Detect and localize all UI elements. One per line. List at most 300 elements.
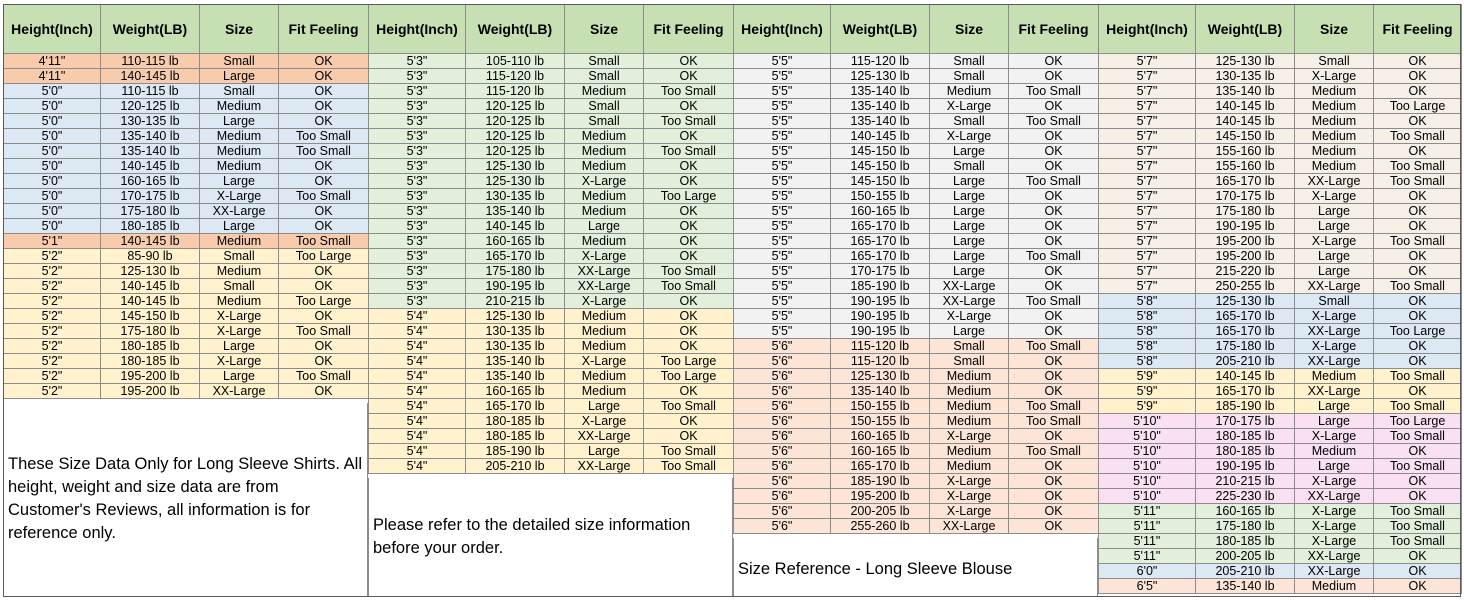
weight-cell: 115-120 lb [466,84,565,99]
weight-cell: 145-150 lb [101,309,200,324]
weight-cell: 130-135 lb [466,324,565,339]
fit-feeling-cell: OK [1374,384,1462,399]
height-cell: 5'10" [1099,474,1196,489]
table-row [369,84,734,99]
fit-feeling-cell: OK [1374,489,1462,504]
table-row [734,114,1099,129]
height-cell: 5'10" [1099,489,1196,504]
size-cell: Medium [1295,369,1374,384]
height-cell: 5'11" [1099,504,1196,519]
fit-feeling-cell: Too Small [644,279,734,294]
table-row [734,219,1099,234]
table-row [4,249,369,264]
size-cell: Medium [1295,579,1374,594]
fit-feeling-cell: OK [1009,54,1099,69]
weight-cell: 180-185 lb [1196,444,1295,459]
fit-feeling-cell: OK [279,69,369,84]
height-cell: 5'0" [4,129,101,144]
size-cell: X-Large [565,354,644,369]
height-cell: 5'3" [369,189,466,204]
table-row [1099,384,1462,399]
size-cell: Medium [930,84,1009,99]
fit-feeling-cell: OK [1009,234,1099,249]
height-cell: 5'5" [734,324,831,339]
fit-feeling-cell: Too Small [1009,339,1099,354]
height-cell: 5'7" [1099,114,1196,129]
table-row [1099,579,1462,594]
height-cell: 5'6" [734,504,831,519]
size-cell: XX-Large [930,519,1009,534]
size-cell: Large [1295,219,1374,234]
table-row [1099,54,1462,69]
fit-feeling-cell: Too Small [1374,504,1462,519]
size-cell: Medium [200,144,279,159]
weight-cell: 125-130 lb [466,159,565,174]
size-cell: XX-Large [1295,324,1374,339]
table-row [734,444,1099,459]
fit-feeling-cell: OK [1009,129,1099,144]
height-cell: 5'5" [734,114,831,129]
weight-cell: 115-120 lb [466,69,565,84]
size-cell: Small [930,339,1009,354]
weight-cell: 145-150 lb [831,174,930,189]
fit-feeling-cell: Too Large [644,369,734,384]
height-cell: 5'3" [369,294,466,309]
weight-cell: 165-170 lb [831,234,930,249]
size-cell: X-Large [930,474,1009,489]
weight-cell: 180-185 lb [1196,429,1295,444]
size-cell: Large [930,249,1009,264]
height-cell: 5'5" [734,99,831,114]
table-row [369,189,734,204]
size-cell: XX-Large [930,279,1009,294]
table-row [734,414,1099,429]
weight-cell: 135-140 lb [831,84,930,99]
weight-cell: 165-170 lb [466,399,565,414]
height-cell: 5'7" [1099,159,1196,174]
size-cell: X-Large [1295,339,1374,354]
weight-cell: 165-170 lb [466,249,565,264]
weight-cell: 135-140 lb [101,144,200,159]
header-row [369,5,734,54]
table-row [1099,204,1462,219]
fit-feeling-cell: OK [279,99,369,114]
size-cell: X-Large [1295,534,1374,549]
size-cell: X-Large [1295,429,1374,444]
height-cell: 5'4" [369,384,466,399]
size-cell: Medium [1295,114,1374,129]
table-row [369,174,734,189]
header-weight: Weight(LB) [1196,5,1295,54]
weight-cell: 125-130 lb [1196,54,1295,69]
fit-feeling-cell: OK [279,309,369,324]
size-table [733,4,1099,534]
weight-cell: 130-135 lb [466,189,565,204]
height-cell: 6'0" [1099,564,1196,579]
fit-feeling-cell: OK [1374,114,1462,129]
size-cell: Medium [565,144,644,159]
table-row [734,249,1099,264]
size-cell: XX-Large [565,264,644,279]
fit-feeling-cell: Too Small [1374,129,1462,144]
fit-feeling-cell: Too Small [1009,114,1099,129]
height-cell: 5'5" [734,84,831,99]
height-cell: 5'4" [369,414,466,429]
fit-feeling-cell: OK [1374,474,1462,489]
fit-feeling-cell: OK [279,279,369,294]
weight-cell: 135-140 lb [1196,579,1295,594]
weight-cell: 125-130 lb [831,69,930,84]
size-cell: Medium [565,339,644,354]
weight-cell: 135-140 lb [101,129,200,144]
weight-cell: 215-220 lb [1196,264,1295,279]
size-cell: X-Large [930,504,1009,519]
height-cell: 5'4" [369,399,466,414]
fit-feeling-cell: OK [1009,384,1099,399]
height-cell: 5'8" [1099,354,1196,369]
height-cell: 5'5" [734,264,831,279]
fit-feeling-cell: OK [1009,459,1099,474]
table-row [1099,159,1462,174]
size-cell: Medium [200,294,279,309]
height-cell: 5'5" [734,279,831,294]
size-cell: Large [1295,459,1374,474]
fit-feeling-cell: Too Large [644,354,734,369]
weight-cell: 115-120 lb [831,354,930,369]
fit-feeling-cell: Too Small [1374,279,1462,294]
header-fit-feeling: Fit Feeling [1374,5,1462,54]
weight-cell: 125-130 lb [1196,294,1295,309]
size-cell: Small [565,114,644,129]
size-cell: XX-Large [1295,384,1374,399]
weight-cell: 145-150 lb [831,144,930,159]
size-cell: X-Large [565,414,644,429]
weight-cell: 155-160 lb [1196,159,1295,174]
fit-feeling-cell: OK [279,84,369,99]
weight-cell: 195-200 lb [831,489,930,504]
table-row [1099,69,1462,84]
weight-cell: 225-230 lb [1196,489,1295,504]
weight-cell: 135-140 lb [831,384,930,399]
height-cell: 5'7" [1099,189,1196,204]
weight-cell: 175-180 lb [1196,339,1295,354]
fit-feeling-cell: OK [1009,474,1099,489]
height-cell: 5'11" [1099,534,1196,549]
table-row [1099,129,1462,144]
height-cell: 5'10" [1099,414,1196,429]
weight-cell: 160-165 lb [831,444,930,459]
height-cell: 5'8" [1099,294,1196,309]
weight-cell: 125-130 lb [466,309,565,324]
table-row [1099,219,1462,234]
height-cell: 5'7" [1099,129,1196,144]
fit-feeling-cell: Too Large [1374,99,1462,114]
height-cell: 5'3" [369,99,466,114]
weight-cell: 160-165 lb [101,174,200,189]
weight-cell: 160-165 lb [1196,504,1295,519]
table-row [1099,444,1462,459]
weight-cell: 145-150 lb [831,159,930,174]
size-cell: Large [200,174,279,189]
fit-feeling-cell: Too Small [644,144,734,159]
table-row [1099,339,1462,354]
size-cell: Medium [930,444,1009,459]
size-cell: Medium [1295,159,1374,174]
weight-cell: 150-155 lb [831,414,930,429]
size-cell: Medium [565,369,644,384]
size-cell: Large [1295,399,1374,414]
size-table [1098,4,1462,594]
height-cell: 5'6" [734,384,831,399]
fit-feeling-cell: Too Small [1009,84,1099,99]
size-cell: X-Large [930,309,1009,324]
table-row [1099,474,1462,489]
fit-feeling-cell: OK [1374,579,1462,594]
weight-cell: 115-120 lb [831,54,930,69]
height-cell: 5'0" [4,114,101,129]
table-row [4,294,369,309]
table-row [734,519,1099,534]
height-cell: 5'2" [4,309,101,324]
height-cell: 5'5" [734,219,831,234]
height-cell: 5'3" [369,219,466,234]
size-cell: X-Large [565,249,644,264]
fit-feeling-cell: OK [1374,84,1462,99]
weight-cell: 155-160 lb [1196,144,1295,159]
size-cell: XX-Large [1295,564,1374,579]
weight-cell: 165-170 lb [831,249,930,264]
size-cell: Small [930,114,1009,129]
sheet-title: Size Reference - Long Sleeve Blouse [733,538,1098,597]
header-row [1099,5,1462,54]
height-cell: 5'6" [734,354,831,369]
weight-cell: 190-195 lb [466,279,565,294]
size-cell: X-Large [1295,309,1374,324]
height-cell: 5'5" [734,129,831,144]
weight-cell: 205-210 lb [466,459,565,474]
weight-cell: 190-195 lb [831,309,930,324]
table-row [734,354,1099,369]
fit-feeling-cell: Too Large [644,189,734,204]
weight-cell: 140-145 lb [101,279,200,294]
fit-feeling-cell: Too Small [644,444,734,459]
height-cell: 5'3" [369,114,466,129]
size-cell: Medium [930,384,1009,399]
fit-feeling-cell: Too Small [279,144,369,159]
weight-cell: 140-145 lb [1196,114,1295,129]
height-cell: 5'11" [1099,549,1196,564]
height-cell: 5'7" [1099,279,1196,294]
weight-cell: 195-200 lb [101,369,200,384]
size-cell: XX-Large [565,279,644,294]
table-row [734,324,1099,339]
size-cell: X-Large [200,189,279,204]
weight-cell: 175-180 lb [101,204,200,219]
table-row [1099,489,1462,504]
height-cell: 5'4" [369,444,466,459]
size-cell: Large [930,264,1009,279]
weight-cell: 85-90 lb [101,249,200,264]
size-cell: Small [1295,294,1374,309]
fit-feeling-cell: Too Small [279,369,369,384]
weight-cell: 165-170 lb [831,219,930,234]
size-cell: Medium [565,204,644,219]
weight-cell: 135-140 lb [466,204,565,219]
fit-feeling-cell: OK [1009,69,1099,84]
height-cell: 5'3" [369,204,466,219]
height-cell: 5'9" [1099,369,1196,384]
fit-feeling-cell: OK [1374,564,1462,579]
header-fit-feeling: Fit Feeling [279,5,369,54]
height-cell: 5'6" [734,444,831,459]
table-row [734,504,1099,519]
size-cell: Large [200,69,279,84]
fit-feeling-cell: Too Small [1009,414,1099,429]
height-cell: 5'5" [734,159,831,174]
height-cell: 5'6" [734,489,831,504]
header-size: Size [565,5,644,54]
size-cell: Large [200,339,279,354]
height-cell: 5'5" [734,174,831,189]
weight-cell: 135-140 lb [831,114,930,129]
fit-feeling-cell: Too Small [644,114,734,129]
height-cell: 5'2" [4,354,101,369]
weight-cell: 170-175 lb [1196,189,1295,204]
weight-cell: 140-145 lb [831,129,930,144]
fit-feeling-cell: OK [644,219,734,234]
fit-feeling-cell: OK [1009,489,1099,504]
table-row [734,384,1099,399]
height-cell: 5'7" [1099,234,1196,249]
table-row [369,459,734,474]
table-row [4,84,369,99]
fit-feeling-cell: OK [1009,159,1099,174]
height-cell: 5'3" [369,264,466,279]
size-cell: Small [930,69,1009,84]
weight-cell: 205-210 lb [1196,564,1295,579]
fit-feeling-cell: OK [1374,309,1462,324]
size-cell: Small [930,354,1009,369]
size-cell: Medium [1295,144,1374,159]
table-row [369,339,734,354]
table-row [4,309,369,324]
table-row [1099,234,1462,249]
size-cell: Large [200,114,279,129]
fit-feeling-cell: OK [1374,69,1462,84]
size-cell: Small [200,279,279,294]
size-cell: Medium [565,234,644,249]
fit-feeling-cell: OK [644,294,734,309]
height-cell: 5'0" [4,204,101,219]
table-row [4,204,369,219]
weight-cell: 170-175 lb [1196,414,1295,429]
weight-cell: 165-170 lb [1196,309,1295,324]
size-cell: Large [1295,249,1374,264]
size-cell: X-Large [930,129,1009,144]
fit-feeling-cell: OK [1009,189,1099,204]
size-cell: Large [200,369,279,384]
table-row [1099,279,1462,294]
table-row [369,309,734,324]
table-row [734,159,1099,174]
fit-feeling-cell: OK [279,174,369,189]
height-cell: 5'2" [4,369,101,384]
size-cell: Medium [1295,444,1374,459]
weight-cell: 190-195 lb [831,294,930,309]
table-row [734,294,1099,309]
size-cell: Medium [565,129,644,144]
height-cell: 5'3" [369,159,466,174]
height-cell: 5'0" [4,174,101,189]
table-row [4,159,369,174]
table-row [1099,504,1462,519]
fit-feeling-cell: OK [644,54,734,69]
weight-cell: 105-110 lb [466,54,565,69]
fit-feeling-cell: OK [1009,354,1099,369]
table-row [734,234,1099,249]
height-cell: 5'0" [4,84,101,99]
size-table-block-4 [1098,4,1461,594]
header-fit-feeling: Fit Feeling [1009,5,1099,54]
fit-feeling-cell: OK [1374,144,1462,159]
weight-cell: 130-135 lb [1196,69,1295,84]
weight-cell: 125-130 lb [101,264,200,279]
fit-feeling-cell: Too Large [279,294,369,309]
size-cell: XX-Large [565,459,644,474]
fit-feeling-cell: OK [1009,324,1099,339]
weight-cell: 200-205 lb [1196,549,1295,564]
header-fit-feeling: Fit Feeling [644,5,734,54]
size-table-block-1 [3,4,368,399]
fit-feeling-cell: OK [644,309,734,324]
height-cell: 5'0" [4,144,101,159]
table-row [4,369,369,384]
fit-feeling-cell: OK [1009,99,1099,114]
height-cell: 5'2" [4,384,101,399]
size-cell: Large [1295,414,1374,429]
fit-feeling-cell: Too Small [1374,234,1462,249]
weight-cell: 190-195 lb [1196,459,1295,474]
size-cell: X-Large [1295,504,1374,519]
size-cell: Medium [200,129,279,144]
size-cell: Small [930,159,1009,174]
size-cell: Medium [565,84,644,99]
header-height: Height(Inch) [734,5,831,54]
size-cell: X-Large [200,309,279,324]
table-row [1099,99,1462,114]
header-size: Size [200,5,279,54]
size-table [3,4,369,399]
table-row [1099,84,1462,99]
table-row [734,489,1099,504]
table-row [369,279,734,294]
fit-feeling-cell: Too Small [1374,159,1462,174]
height-cell: 5'4" [369,369,466,384]
height-cell: 5'2" [4,264,101,279]
table-row [734,279,1099,294]
table-row [1099,174,1462,189]
size-cell: X-Large [1295,519,1374,534]
weight-cell: 180-185 lb [466,429,565,444]
fit-feeling-cell: Too Small [644,399,734,414]
fit-feeling-cell: Too Small [1374,429,1462,444]
weight-cell: 130-135 lb [101,114,200,129]
weight-cell: 140-145 lb [1196,99,1295,114]
height-cell: 6'5" [1099,579,1196,594]
fit-feeling-cell: Too Small [279,324,369,339]
weight-cell: 110-115 lb [101,54,200,69]
table-row [734,429,1099,444]
